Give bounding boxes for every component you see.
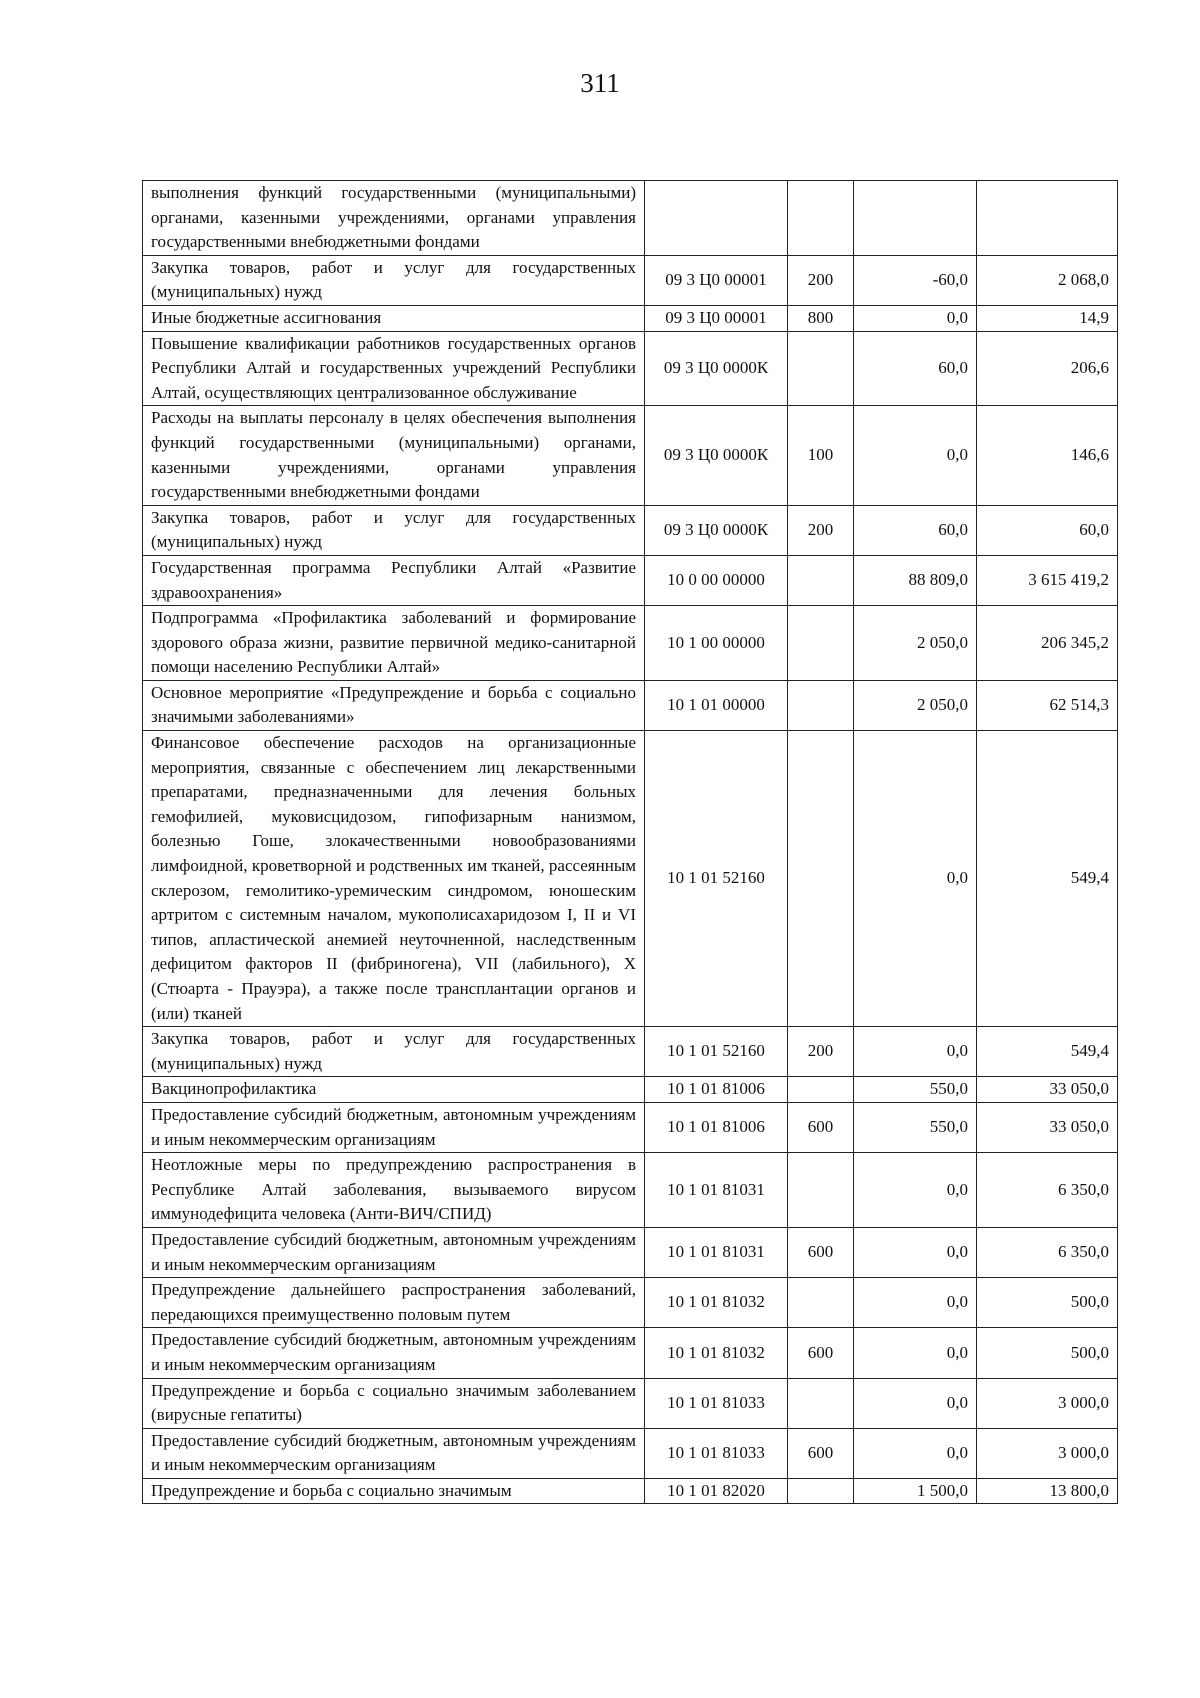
row-change-amount: 60,0 (854, 331, 977, 406)
row-change-amount: 2 050,0 (854, 606, 977, 681)
row-expense-type (788, 1153, 854, 1228)
row-total-amount: 2 068,0 (977, 255, 1118, 305)
row-target-code: 09 3 Ц0 00001 (645, 255, 788, 305)
row-change-amount: 0,0 (854, 1027, 977, 1077)
table-row (143, 255, 1118, 305)
table-row (143, 1227, 1118, 1277)
row-description: Закупка товаров, работ и услуг для государственных (муниципальных) нужд (143, 505, 645, 555)
row-expense-type: 200 (788, 1027, 854, 1077)
row-expense-type: 600 (788, 1428, 854, 1478)
row-expense-type: 200 (788, 255, 854, 305)
row-target-code: 10 1 01 52160 (645, 731, 788, 1027)
table-row (143, 406, 1118, 505)
row-total-amount: 14,9 (977, 305, 1118, 331)
row-total-amount: 33 050,0 (977, 1102, 1118, 1152)
row-target-code (645, 181, 788, 256)
row-total-amount (977, 181, 1118, 256)
row-total-amount: 206,6 (977, 331, 1118, 406)
row-description: Вакцинопрофилактика (143, 1077, 645, 1103)
row-total-amount: 500,0 (977, 1278, 1118, 1328)
table-row (143, 305, 1118, 331)
row-total-amount: 3 000,0 (977, 1428, 1118, 1478)
row-description: Иные бюджетные ассигнования (143, 305, 645, 331)
table-row (143, 1428, 1118, 1478)
row-total-amount: 6 350,0 (977, 1153, 1118, 1228)
row-expense-type (788, 181, 854, 256)
table-row (143, 1077, 1118, 1103)
row-expense-type: 100 (788, 406, 854, 505)
row-target-code: 09 3 Ц0 0000К (645, 331, 788, 406)
row-description: Государственная программа Республики Алтай «Развитие здравоохранения» (143, 555, 645, 605)
row-description: Основное мероприятие «Предупреждение и борьба с социально значимыми заболеваниями» (143, 680, 645, 730)
row-total-amount: 549,4 (977, 731, 1118, 1027)
row-expense-type (788, 606, 854, 681)
row-description: Закупка товаров, работ и услуг для государственных (муниципальных) нужд (143, 255, 645, 305)
row-expense-type: 200 (788, 505, 854, 555)
row-change-amount: 550,0 (854, 1102, 977, 1152)
row-expense-type (788, 680, 854, 730)
row-target-code: 10 1 01 81032 (645, 1328, 788, 1378)
table-row (143, 1328, 1118, 1378)
row-description: Предоставление субсидий бюджетным, автономным учреждениям и иным некоммерческим организациям (143, 1102, 645, 1152)
row-change-amount: 0,0 (854, 1153, 977, 1228)
row-total-amount: 500,0 (977, 1328, 1118, 1378)
row-change-amount: 2 050,0 (854, 680, 977, 730)
row-description: Предупреждение и борьба с социально значимым заболеванием (вирусные гепатиты) (143, 1378, 645, 1428)
table-row (143, 731, 1118, 1027)
row-description: Предоставление субсидий бюджетным, автономным учреждениям и иным некоммерческим организациям (143, 1227, 645, 1277)
row-target-code: 10 0 00 00000 (645, 555, 788, 605)
row-description: Финансовое обеспечение расходов на организационные мероприятия, связанные с обеспечением лиц лекарственными препаратами, предназначенными для лечения больных гемофилией, муковисцидозом, гипофизарным нанизмом, болезнью Гоше, злокачественными новообразованиями лимфоидной, кроветворной и родственных им тканей, рассеянным склерозом, гемолитико-уремическим синдромом, юношеским артритом с системным началом, мукополисахаридозом I, II и VI типов, апластической анемией неуточненной, наследственным дефицитом факторов II (фибриногена), VII (лабильного), X (Стюарта - Прауэра), а также после трансплантации органов и (или) тканей (143, 731, 645, 1027)
row-target-code: 10 1 01 52160 (645, 1027, 788, 1077)
table-row (143, 181, 1118, 256)
row-target-code: 09 3 Ц0 00001 (645, 305, 788, 331)
table-row (143, 1102, 1118, 1152)
row-target-code: 10 1 01 81032 (645, 1278, 788, 1328)
row-change-amount: 550,0 (854, 1077, 977, 1103)
row-expense-type: 600 (788, 1227, 854, 1277)
row-total-amount: 13 800,0 (977, 1478, 1118, 1504)
row-change-amount: 0,0 (854, 406, 977, 505)
row-total-amount: 549,4 (977, 1027, 1118, 1077)
row-change-amount: 0,0 (854, 1278, 977, 1328)
row-target-code: 09 3 Ц0 0000К (645, 406, 788, 505)
row-target-code: 10 1 01 81031 (645, 1153, 788, 1228)
row-expense-type: 600 (788, 1328, 854, 1378)
row-description: выполнения функций государственными (муниципальными) органами, казенными учреждениями, органами управления государственными внебюджетными фондами (143, 181, 645, 256)
table-row (143, 1278, 1118, 1328)
row-change-amount (854, 181, 977, 256)
row-expense-type (788, 555, 854, 605)
row-target-code: 10 1 01 81033 (645, 1378, 788, 1428)
row-total-amount: 3 615 419,2 (977, 555, 1118, 605)
row-change-amount: 0,0 (854, 1328, 977, 1378)
row-description: Предоставление субсидий бюджетным, автономным учреждениям и иным некоммерческим организациям (143, 1428, 645, 1478)
row-target-code: 09 3 Ц0 0000К (645, 505, 788, 555)
row-change-amount: 0,0 (854, 1378, 977, 1428)
row-change-amount: 60,0 (854, 505, 977, 555)
row-expense-type (788, 331, 854, 406)
row-change-amount: 0,0 (854, 1428, 977, 1478)
page-number: 311 (580, 68, 620, 98)
row-total-amount: 3 000,0 (977, 1378, 1118, 1428)
row-target-code: 10 1 01 81006 (645, 1077, 788, 1103)
table-row (143, 1478, 1118, 1504)
row-total-amount: 6 350,0 (977, 1227, 1118, 1277)
row-expense-type (788, 1378, 854, 1428)
row-description: Подпрограмма «Профилактика заболеваний и формирование здорового образа жизни, развитие первичной медико-санитарной помощи населению Республики Алтай» (143, 606, 645, 681)
row-change-amount: 1 500,0 (854, 1478, 977, 1504)
row-change-amount: 0,0 (854, 731, 977, 1027)
row-total-amount: 206 345,2 (977, 606, 1118, 681)
row-description: Неотложные меры по предупреждению распространения в Республике Алтай заболевания, вызываемого вирусом иммунодефицита человека (Анти-ВИЧ/СПИД) (143, 1153, 645, 1228)
row-expense-type (788, 1278, 854, 1328)
row-total-amount: 33 050,0 (977, 1077, 1118, 1103)
row-description: Повышение квалификации работников государственных органов Республики Алтай и государственных учреждений Республики Алтай, осуществляющих централизованное обслуживание (143, 331, 645, 406)
table-row (143, 331, 1118, 406)
row-expense-type: 600 (788, 1102, 854, 1152)
row-target-code: 10 1 01 00000 (645, 680, 788, 730)
row-description: Предоставление субсидий бюджетным, автономным учреждениям и иным некоммерческим организациям (143, 1328, 645, 1378)
row-expense-type (788, 1478, 854, 1504)
row-change-amount: 0,0 (854, 305, 977, 331)
row-target-code: 10 1 01 81006 (645, 1102, 788, 1152)
table-row (143, 555, 1118, 605)
row-target-code: 10 1 00 00000 (645, 606, 788, 681)
row-change-amount: -60,0 (854, 255, 977, 305)
row-total-amount: 146,6 (977, 406, 1118, 505)
row-target-code: 10 1 01 81031 (645, 1227, 788, 1277)
table-row (143, 606, 1118, 681)
row-description: Расходы на выплаты персоналу в целях обеспечения выполнения функций государственными (муниципальными) органами, казенными учреждениями, органами управления государственными внебюджетными фондами (143, 406, 645, 505)
table-row (143, 1027, 1118, 1077)
row-target-code: 10 1 01 81033 (645, 1428, 788, 1478)
row-expense-type (788, 731, 854, 1027)
table-row (143, 505, 1118, 555)
table-row (143, 680, 1118, 730)
row-target-code: 10 1 01 82020 (645, 1478, 788, 1504)
row-description: Предупреждение и борьба с социально значимым (143, 1478, 645, 1504)
row-total-amount: 62 514,3 (977, 680, 1118, 730)
row-total-amount: 60,0 (977, 505, 1118, 555)
row-description: Закупка товаров, работ и услуг для государственных (муниципальных) нужд (143, 1027, 645, 1077)
table-row (143, 1378, 1118, 1428)
row-description: Предупреждение дальнейшего распространения заболеваний, передающихся преимущественно половым путем (143, 1278, 645, 1328)
row-expense-type (788, 1077, 854, 1103)
row-change-amount: 0,0 (854, 1227, 977, 1277)
row-change-amount: 88 809,0 (854, 555, 977, 605)
table-row (143, 1153, 1118, 1228)
budget-table (142, 180, 1118, 1504)
row-expense-type: 800 (788, 305, 854, 331)
budget-table-body (143, 181, 1118, 1504)
